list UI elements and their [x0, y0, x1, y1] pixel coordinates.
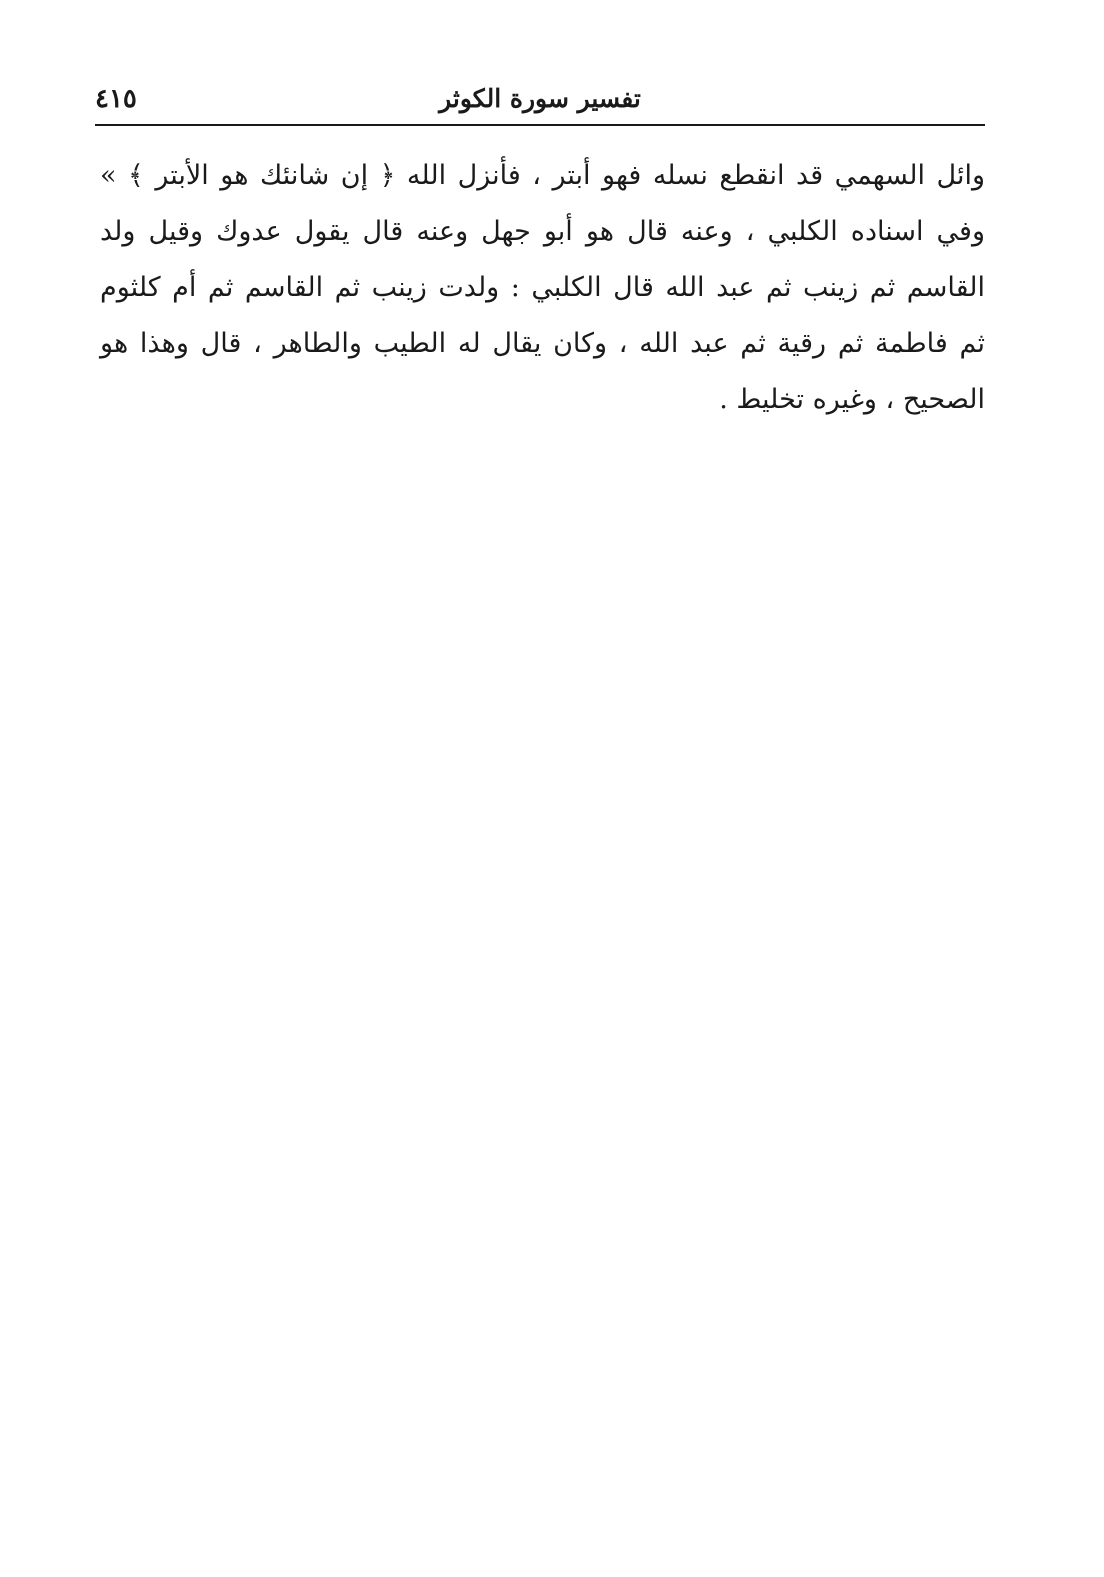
text-line: وفي اسناده الكلبي ، وعنه قال هو أبو جهل وعنه قال يقول عدوك وقيل ولد — [100, 216, 985, 247]
running-title: تفسير سورة الكوثر — [439, 84, 641, 113]
text-line: الصحيح ، وغيره تخليط . — [719, 384, 985, 415]
text-line: ثم فاطمة ثم رقية ثم عبد الله ، وكان يقال له الطيب والطاهر ، قال وهذا هو — [100, 328, 985, 359]
page-header — [95, 78, 985, 126]
text-line: القاسم ثم زينب ثم عبد الله قال الكلبي : ولدت زينب ثم القاسم ثم أم كلثوم — [100, 272, 985, 303]
body-text — [100, 148, 985, 428]
page-number: ٤١٥ — [95, 84, 137, 114]
header-divider — [95, 124, 985, 126]
text-line: وائل السهمي قد انقطع نسله فهو أبتر ، فأنزل الله ﴿ إن شانئك هو الأبتر ﴾ » — [100, 160, 985, 191]
